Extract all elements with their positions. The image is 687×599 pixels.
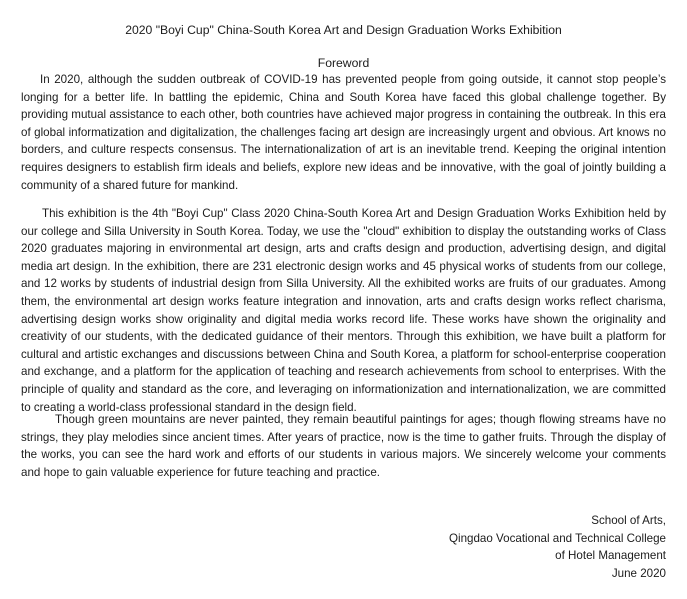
foreword-heading: Foreword <box>317 56 370 70</box>
paragraph-2: This exhibition is the 4th "Boyi Cup" Class 2020 China-South Korea Art and Design Graduation Works Exhibition held by our college and Silla University in South Korea. Today, we use the "cloud" exhibition to display the outstanding works of Class 2020 graduates majoring in environmental art design, arts and crafts design and production, advertising design, and digital media art design. In the exhibition, there are 231 electronic design works and 45 physical works of students from our college, and 12 works by students of industrial design from Silla University. All the exhibited works are fruits of our graduates. Among them, the environmental art design works feature integration and innovation, arts and crafts design works reflect charisma, advertising design works show originality and digital media works record life. These works have shown the originality and creativity of our students, with the dedicated guidance of their mentors. Through this exhibition, we have built a platform for cultural and artistic exchanges and discussions between China and South Korea, a platform for school-enterprise cooperation and exchange, and a platform for the application of teaching and research achievements from school to enterprises. With the principle of quality and standard as the core, and leveraging on informationization and internationalization, we are committed to creating a world-class professional standard in the design field. <box>21 207 666 414</box>
paragraph-1: In 2020, although the sudden outbreak of COVID-19 has prevented people from going outside, it cannot stop people’s longing for a better life. In battling the epidemic, China and South Korea have faced this global challenge together. By providing mutual assistance to each other, both countries have achieved major progress in containing the outbreak. In this era of global informatization and digitalization, the challenges facing art design are increasingly urgent and obvious. Art knows no borders, and culture respects consensus. The internationalization of art is an inevitable trend. Keeping the original intention requires designers to establish firm ideals and beliefs, explore new ideas and be innovative, with the goal of jointly building a community of a shared future for mankind. <box>21 73 666 192</box>
signature-line-college: Qingdao Vocational and Technical College <box>448 531 666 545</box>
signature-block <box>449 512 666 582</box>
signature-line-college-continued: of Hotel Management <box>555 549 666 563</box>
signature-date: June 2020 <box>611 566 666 580</box>
signature-line-school: School of Arts, <box>591 514 666 527</box>
paragraph-3: Though green mountains are never painted, they remain beautiful paintings for ages; though flowing streams have no strings, they play melodies since ancient times. After years of practice, now is the time to gather fruits. Through the display of the works, you can see the hard work and efforts of our students in various majors. We sincerely welcome your comments and hope to gain valuable experience for future teaching and practice. <box>21 413 666 479</box>
document-title: 2020 "Boyi Cup" China-South Korea Art and Design Graduation Works Exhibition <box>125 23 562 37</box>
